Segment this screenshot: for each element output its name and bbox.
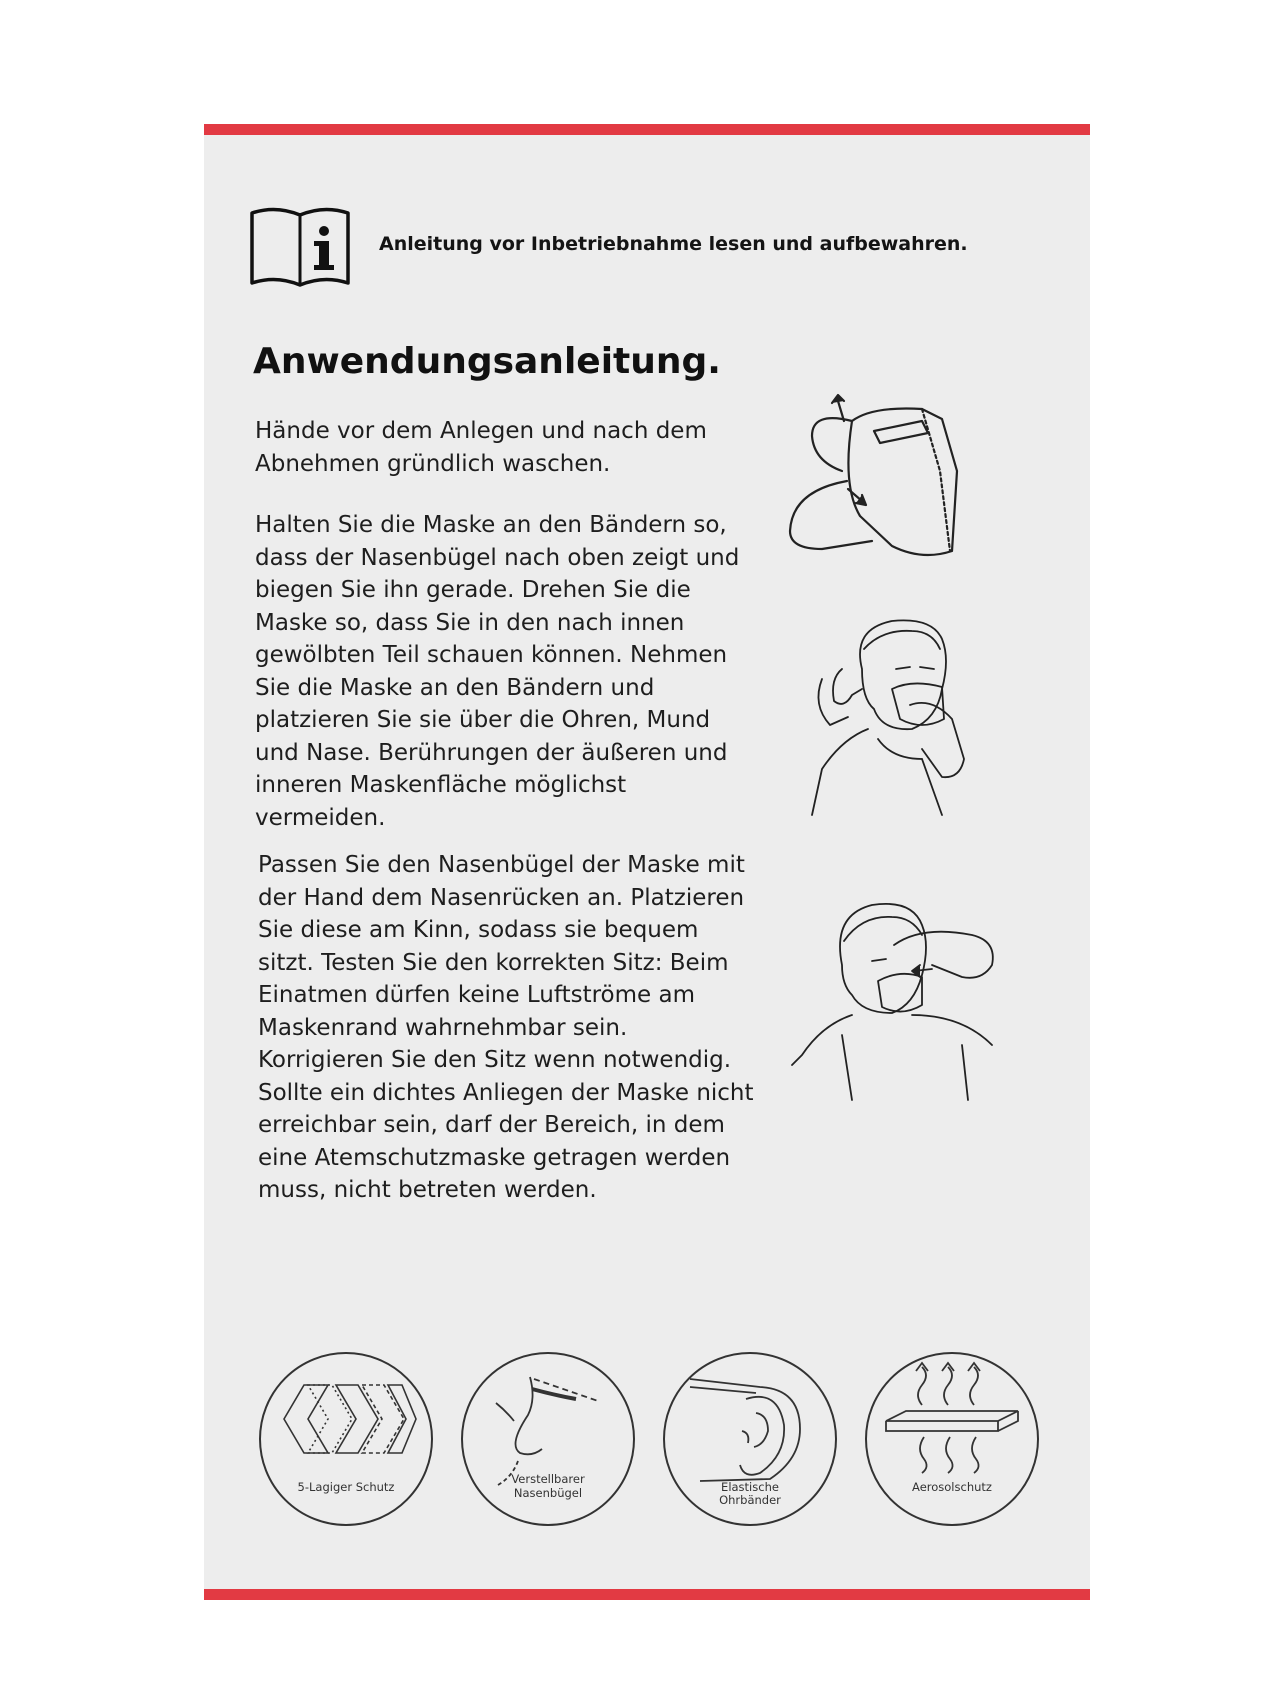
- read-instructions-notice: Anleitung vor Inbetriebnahme lesen und aufbewahren.: [379, 233, 968, 255]
- nose-clip-icon: [458, 1349, 638, 1529]
- feature-nose-clip: [458, 1349, 638, 1529]
- feature-label: Aerosolschutz: [912, 1480, 992, 1494]
- feature-five-layer: [256, 1349, 436, 1529]
- feature-aerosol-protection: [862, 1349, 1042, 1529]
- paragraph-putting-on: Halten Sie die Maske an den Bändern so, dass der Nasenbügel nach oben zeigt und biegen Sie ihn gerade. Drehen Sie die Maske so, dass Sie in den nach innen gewölbten Teil schauen können. Nehmen Sie die Maske an den Bändern und platzieren Sie sie über die Ohren, Mund und Nase. Berührungen der äußeren und inneren Maskenfläche möglichst vermeiden.: [255, 512, 740, 831]
- feature-label: 5-Lagiger Schutz: [297, 1480, 395, 1494]
- manual-info-icon: [248, 203, 352, 289]
- feature-label-line1: Verstellbarer: [511, 1472, 585, 1486]
- mask-with-ear-loops-icon: [782, 391, 1002, 601]
- five-layer-icon: [256, 1349, 436, 1529]
- feature-label: Elastische Ohrbänder: [719, 1480, 781, 1507]
- feature-label-line2: Nasenbügel: [513, 1486, 583, 1500]
- instruction-card: [204, 124, 1090, 1600]
- feature-icons-row: [256, 1349, 1056, 1529]
- paragraph-hand-washing: Hände vor dem Anlegen und nach dem Abnehmen gründlich waschen.: [255, 418, 707, 477]
- page-title: Anwendungsanleitung.: [253, 341, 721, 382]
- aerosol-protection-icon: [862, 1349, 1042, 1529]
- paragraph-fitting: Passen Sie den Nasenbügel der Maske mit der Hand dem Nasenrücken an. Platzieren Sie diese am Kinn, sodass sie bequem sitzt. Testen Sie den korrekten Sitz: Beim Einatmen dürfen keine Luftströme am Maskenrand wahrnehmbar sein. Korrigieren Sie den Sitz wenn notwendig. Sollte ein dichtes Anliegen der Maske nicht erreichbar sein, darf der Bereich, in dem eine Atemschutzmaske getragen werden muss, nicht betreten werden.: [258, 852, 754, 1203]
- person-putting-on-mask-icon: [782, 609, 1014, 819]
- feature-ear-loop: [660, 1349, 840, 1529]
- person-adjusting-nose-clip-icon: [782, 885, 1014, 1105]
